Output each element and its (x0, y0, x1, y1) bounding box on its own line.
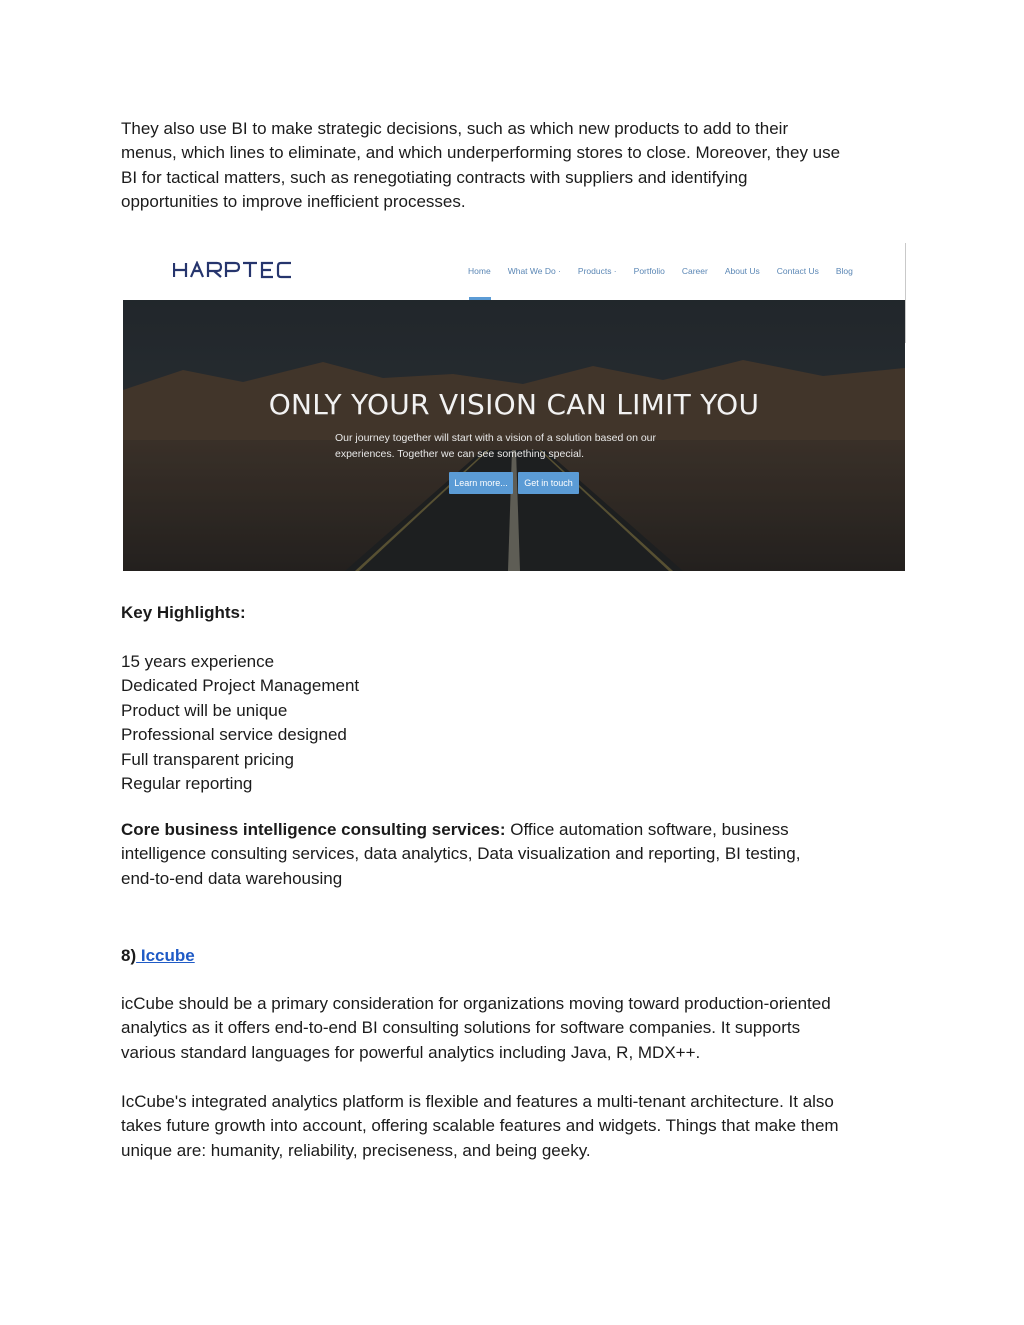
iccube-link[interactable]: Iccube (136, 946, 195, 965)
website-nav-links (468, 266, 870, 276)
intro-paragraph: They also use BI to make strategic decisions, such as which new products to add to their menus, which lines to eliminate, and which underperforming stores to close. Moreover, they use BI for tactical matters, such as renegotiating contracts with suppliers and identifying opportunities to improve inefficient processes. (121, 119, 841, 212)
harptec-logo (173, 261, 295, 284)
scrollbar-edge (905, 243, 906, 343)
hero-subtitle: Our journey together will start with a vision of a solution based on our experiences. Together we can see something special. (335, 432, 657, 460)
nav-products: Products · (577, 266, 617, 276)
iccube-paragraph-1: icCube should be a primary consideration for organizations moving toward production-oriented analytics as it offers end-to-end BI consulting solutions for software companies. It supports various standard languages for powerful analytics including Java, R, MDX++. (121, 994, 831, 1062)
highlights-heading: Key Highlights: (121, 603, 246, 622)
list-item: Regular reporting (121, 774, 253, 794)
list-item: 15 years experience (121, 652, 275, 671)
nav-contact-us: Contact Us (776, 266, 819, 276)
core-services-label: Core business intelligence consulting services: (121, 820, 506, 839)
nav-career: Career (681, 266, 708, 276)
nav-what-we-do: What We Do · (507, 266, 561, 276)
nav-portfolio: Portfolio (633, 266, 665, 276)
nav-about-us: About Us (724, 266, 760, 276)
list-item: Full transparent pricing (121, 749, 294, 769)
list-item: Professional service designed (121, 725, 347, 745)
highlights-list (121, 650, 911, 796)
website-navbar (122, 243, 906, 300)
core-services-paragraph: Core business intelligence consulting services: Office automation software, business intelligence consulting services, data analytics, Data visualization and reporting, BI testing, end-to-end data warehousing (121, 820, 801, 888)
get-in-touch-button: Get in touch (518, 472, 579, 494)
nav-home: Home (468, 266, 491, 276)
hero-banner (123, 300, 905, 571)
list-item: Dedicated Project Management (121, 676, 360, 696)
harptec-logo-icon (173, 261, 295, 279)
hero-title: ONLY YOUR VISION CAN LIMIT YOU (268, 388, 760, 421)
nav-blog: Blog (835, 266, 853, 276)
section-number: 8) (121, 946, 137, 965)
learn-more-button: Learn more... (449, 472, 513, 494)
iccube-paragraph-2: IcCube's integrated analytics platform is flexible and features a multi-tenant architecture. It also takes future growth into account, offering scalable features and widgets. Things that make them unique are: humanity, reliability, preciseness, and being geeky. (121, 1092, 839, 1160)
harptec-website-screenshot (122, 243, 906, 571)
section-8-heading (121, 944, 911, 968)
list-item: Product will be unique (121, 700, 288, 720)
